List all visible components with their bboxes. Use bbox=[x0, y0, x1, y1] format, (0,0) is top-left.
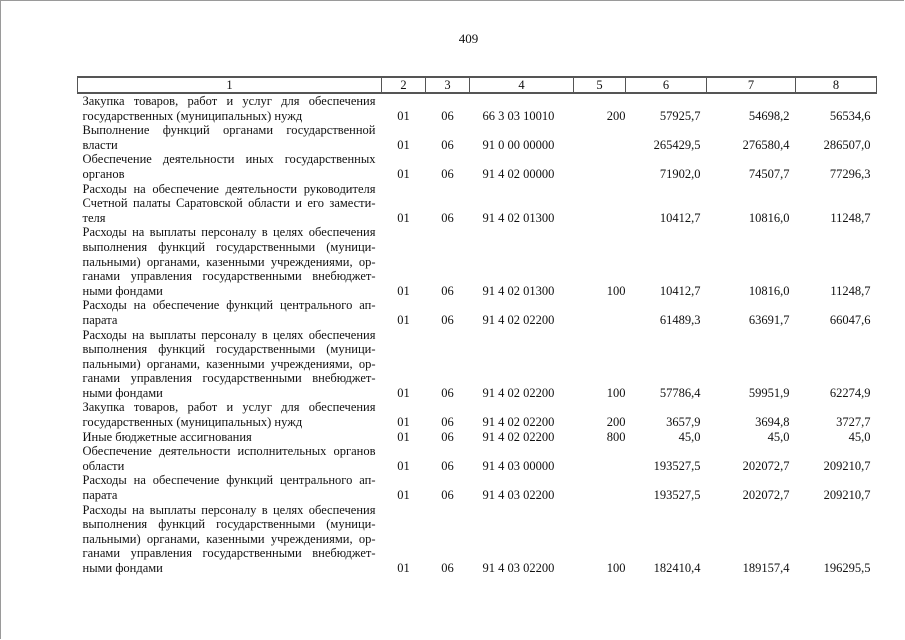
amount-col-8: 11248,7 bbox=[830, 283, 871, 298]
target-article-code: 91 4 03 02200 bbox=[482, 488, 555, 503]
amount-col-7: 10816,0 bbox=[748, 283, 790, 298]
row-description bbox=[78, 152, 382, 181]
expense-type-code bbox=[574, 182, 626, 226]
subsection-code: 06 bbox=[441, 488, 454, 503]
subsection-code: 06 bbox=[441, 210, 454, 225]
expense-type-code bbox=[574, 444, 626, 473]
description-line: выполнения функций государственными (муници- bbox=[82, 517, 376, 532]
description-line: Расходы на обеспечение деятельности руководителя bbox=[82, 181, 376, 196]
amount-col-6: 45,0 bbox=[678, 429, 701, 444]
header-col-1: 1 bbox=[78, 77, 382, 93]
table-row bbox=[78, 225, 877, 298]
target-article-code: 91 4 02 02200 bbox=[482, 429, 555, 444]
amount-col-7: 3694,8 bbox=[755, 415, 790, 430]
header-col-4: 4 bbox=[470, 77, 574, 93]
table-row bbox=[78, 503, 877, 576]
description-line: государственных (муниципальных) нужд bbox=[82, 415, 303, 430]
row-description bbox=[78, 400, 382, 429]
header-col-3: 3 bbox=[426, 77, 470, 93]
description-line: Расходы на выплаты персоналу в целях обеспечения bbox=[82, 502, 376, 517]
subsection-code: 06 bbox=[441, 458, 454, 473]
header-col-5: 5 bbox=[574, 77, 626, 93]
subsection-code: 06 bbox=[441, 429, 454, 444]
amount-col-6: 57786,4 bbox=[659, 385, 701, 400]
row-description bbox=[78, 123, 382, 152]
table-row bbox=[78, 123, 877, 152]
description-line: Расходы на выплаты персоналу в целях обеспечения bbox=[82, 225, 376, 240]
row-description bbox=[78, 328, 382, 401]
description-line: Выполнение функций органами государственной bbox=[82, 123, 376, 138]
expense-type-code: 100 bbox=[606, 283, 626, 298]
description-line: ными фондами bbox=[82, 283, 163, 298]
row-description bbox=[78, 298, 382, 327]
subsection-code: 06 bbox=[441, 108, 454, 123]
amount-col-7: 276580,4 bbox=[742, 137, 790, 152]
description-line: Иные бюджетные ассигнования bbox=[82, 429, 252, 444]
section-code: 01 bbox=[397, 429, 410, 444]
amount-col-8: 66047,6 bbox=[829, 312, 871, 327]
description-line: Расходы на обеспечение функций центрального ап- bbox=[82, 473, 376, 488]
amount-col-6: 71902,0 bbox=[659, 166, 701, 181]
target-article-code: 91 0 00 00000 bbox=[482, 137, 555, 152]
description-line: ганами управления государственными внебюджет- bbox=[82, 371, 376, 386]
amount-col-8: 77296,3 bbox=[829, 166, 871, 181]
expense-type-code: 200 bbox=[606, 415, 626, 430]
expense-type-code: 100 bbox=[606, 385, 626, 400]
description-line: Обеспечение деятельности иных государственных bbox=[82, 152, 376, 167]
target-article-code: 91 4 02 01300 bbox=[482, 210, 555, 225]
description-line: Закупка товаров, работ и услуг для обеспечения bbox=[82, 94, 376, 108]
row-description bbox=[78, 473, 382, 502]
description-line: Закупка товаров, работ и услуг для обеспечения bbox=[82, 400, 376, 415]
header-col-7: 7 bbox=[707, 77, 796, 93]
description-line: Расходы на выплаты персоналу в целях обеспечения bbox=[82, 327, 376, 342]
section-code: 01 bbox=[397, 385, 410, 400]
amount-col-6: 265429,5 bbox=[653, 137, 701, 152]
section-code: 01 bbox=[397, 137, 410, 152]
amount-col-8: 3727,7 bbox=[836, 415, 871, 430]
section-code: 01 bbox=[397, 312, 410, 327]
amount-col-8: 45,0 bbox=[848, 429, 871, 444]
amount-col-6: 61489,3 bbox=[659, 312, 701, 327]
row-description bbox=[78, 182, 382, 226]
amount-col-8: 11248,7 bbox=[830, 210, 871, 225]
target-article-code: 91 4 03 00000 bbox=[482, 458, 555, 473]
expense-type-code: 200 bbox=[606, 108, 626, 123]
header-col-2: 2 bbox=[382, 77, 426, 93]
amount-col-7: 54698,2 bbox=[748, 108, 790, 123]
amount-col-8: 209210,7 bbox=[823, 488, 871, 503]
header-row bbox=[78, 77, 877, 93]
amount-col-7: 74507,7 bbox=[748, 166, 790, 181]
description-line: выполнения функций государственными (муници- bbox=[82, 342, 376, 357]
expense-type-code: 100 bbox=[606, 561, 626, 575]
description-line: пальными) органами, казенными учреждениями, ор- bbox=[82, 254, 376, 269]
table-row bbox=[78, 152, 877, 181]
table-row bbox=[78, 182, 877, 226]
expense-type-code bbox=[574, 473, 626, 502]
section-code: 01 bbox=[397, 210, 410, 225]
subsection-code: 06 bbox=[441, 283, 454, 298]
expense-type-code bbox=[574, 152, 626, 181]
table-row bbox=[78, 328, 877, 401]
expense-type-code bbox=[574, 123, 626, 152]
description-line: Счетной палаты Саратовской области и его замести- bbox=[82, 196, 376, 211]
section-code: 01 bbox=[397, 458, 410, 473]
table-row bbox=[78, 430, 877, 445]
description-line: парата bbox=[82, 488, 118, 503]
amount-col-6: 57925,7 bbox=[659, 108, 701, 123]
section-code: 01 bbox=[397, 488, 410, 503]
target-article-code: 91 4 02 02200 bbox=[482, 312, 555, 327]
section-code: 01 bbox=[397, 283, 410, 298]
page-number: 409 bbox=[458, 31, 479, 46]
amount-col-7: 63691,7 bbox=[748, 312, 790, 327]
budget-table bbox=[77, 76, 877, 576]
target-article-code: 91 4 03 02200 bbox=[482, 561, 555, 575]
table-row bbox=[78, 298, 877, 327]
description-line: области bbox=[82, 458, 125, 473]
table-row bbox=[78, 93, 877, 123]
expense-type-code bbox=[574, 298, 626, 327]
amount-col-6: 193527,5 bbox=[653, 458, 701, 473]
description-line: власти bbox=[82, 137, 118, 152]
description-line: Обеспечение деятельности исполнительных органов bbox=[82, 444, 376, 459]
table-row bbox=[78, 473, 877, 502]
amount-col-7: 45,0 bbox=[767, 429, 790, 444]
description-line: ганами управления государственными внебюджет- bbox=[82, 269, 376, 284]
subsection-code: 06 bbox=[441, 312, 454, 327]
row-description bbox=[78, 444, 382, 473]
subsection-code: 06 bbox=[441, 561, 454, 575]
amount-col-7: 202072,7 bbox=[742, 458, 790, 473]
description-line: пальными) органами, казенными учреждениями, ор- bbox=[82, 531, 376, 546]
amount-col-6: 193527,5 bbox=[653, 488, 701, 503]
subsection-code: 06 bbox=[441, 137, 454, 152]
amount-col-8: 286507,0 bbox=[823, 137, 871, 152]
expense-type-code: 800 bbox=[606, 429, 626, 444]
row-description bbox=[78, 503, 382, 576]
description-line: органов bbox=[82, 166, 125, 181]
description-line: ганами управления государственными внебюджет- bbox=[82, 546, 376, 561]
table-row bbox=[78, 400, 877, 429]
description-line: пальными) органами, казенными учреждениями, ор- bbox=[82, 356, 376, 371]
description-line: Расходы на обеспечение функций центрального ап- bbox=[82, 298, 376, 313]
target-article-code: 91 4 02 02200 bbox=[482, 385, 555, 400]
subsection-code: 06 bbox=[441, 415, 454, 430]
amount-col-8: 209210,7 bbox=[823, 458, 871, 473]
amount-col-6: 182410,4 bbox=[653, 561, 701, 575]
subsection-code: 06 bbox=[441, 385, 454, 400]
amount-col-7: 10816,0 bbox=[748, 210, 790, 225]
amount-col-8: 62274,9 bbox=[829, 385, 871, 400]
amount-col-8: 56534,6 bbox=[829, 108, 871, 123]
section-code: 01 bbox=[397, 415, 410, 430]
row-description bbox=[78, 93, 382, 123]
amount-col-6: 10412,7 bbox=[659, 210, 701, 225]
header-col-8: 8 bbox=[796, 77, 877, 93]
amount-col-8: 196295,5 bbox=[823, 561, 871, 575]
section-code: 01 bbox=[397, 108, 410, 123]
description-line: ными фондами bbox=[82, 385, 163, 400]
amount-col-7: 59951,9 bbox=[748, 385, 790, 400]
header-col-6: 6 bbox=[626, 77, 707, 93]
amount-col-6: 10412,7 bbox=[659, 283, 701, 298]
description-line: государственных (муниципальных) нужд bbox=[82, 108, 303, 123]
row-description bbox=[78, 430, 382, 445]
description-line: выполнения функций государственными (муници- bbox=[82, 239, 376, 254]
description-line: ными фондами bbox=[82, 561, 163, 575]
section-code: 01 bbox=[397, 561, 410, 575]
description-line: теля bbox=[82, 210, 106, 225]
target-article-code: 91 4 02 01300 bbox=[482, 283, 555, 298]
amount-col-7: 202072,7 bbox=[742, 488, 790, 503]
description-line: парата bbox=[82, 312, 118, 327]
table-body bbox=[78, 93, 877, 576]
section-code: 01 bbox=[397, 166, 410, 181]
table-row bbox=[78, 444, 877, 473]
target-article-code: 66 3 03 10010 bbox=[482, 108, 555, 123]
amount-col-7: 189157,4 bbox=[742, 561, 790, 575]
row-description bbox=[78, 225, 382, 298]
amount-col-6: 3657,9 bbox=[666, 415, 701, 430]
subsection-code: 06 bbox=[441, 166, 454, 181]
target-article-code: 91 4 02 00000 bbox=[482, 166, 555, 181]
target-article-code: 91 4 02 02200 bbox=[482, 415, 555, 430]
